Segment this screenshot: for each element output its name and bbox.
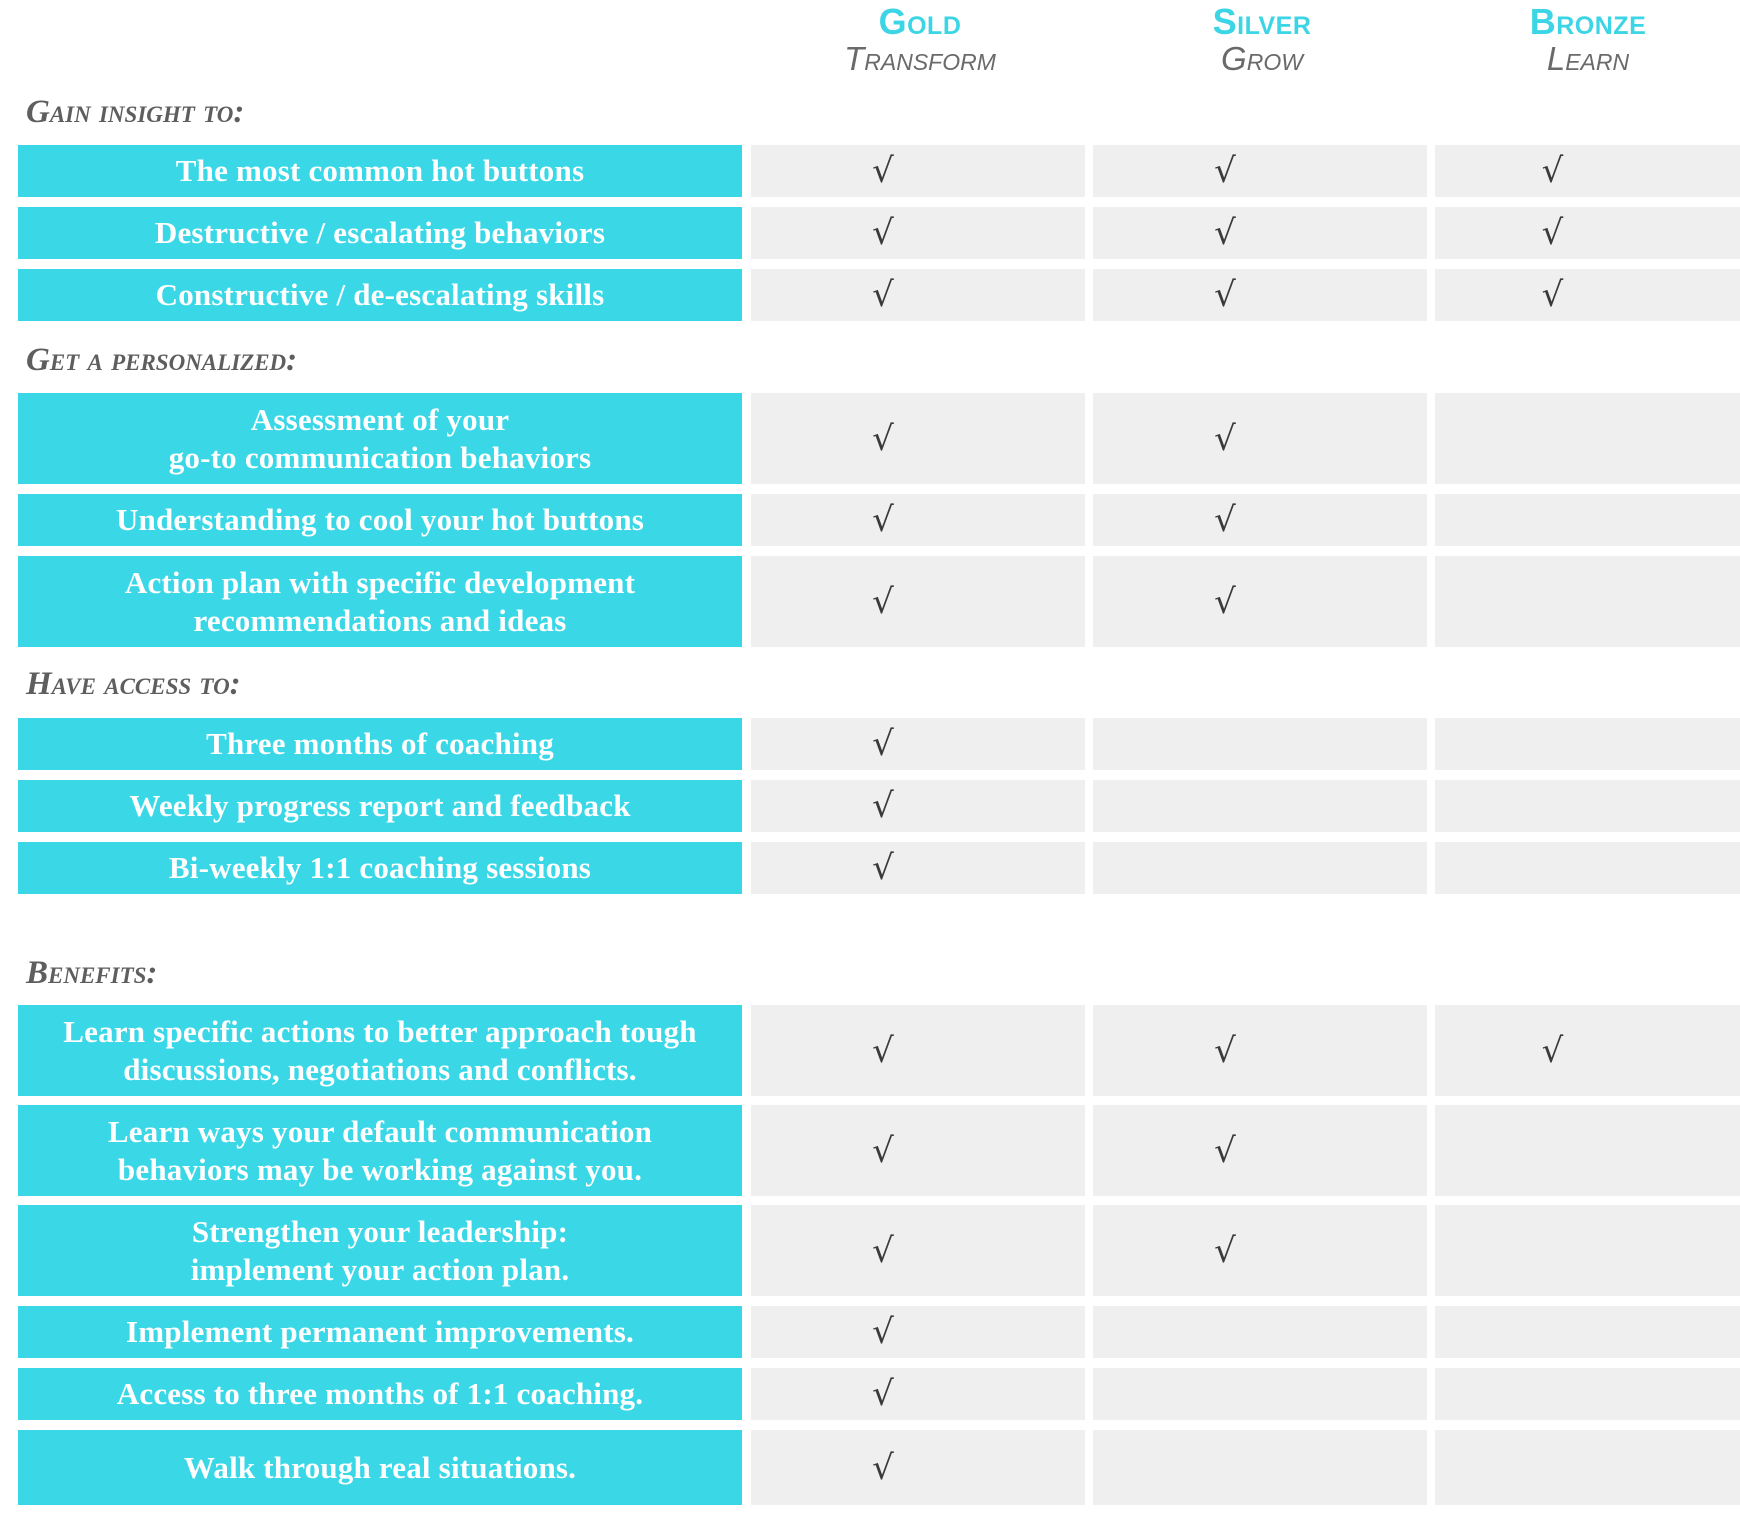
- feature-label: Weekly progress report and feedback: [129, 788, 631, 823]
- check-icon: √: [872, 1312, 894, 1352]
- tier-subtitle: Transform: [844, 40, 996, 77]
- feature-label: Learn specific actions to better approach tough discussions, negotiations and conflicts.: [63, 1013, 697, 1087]
- feature-row: [0, 718, 1740, 770]
- feature-label-cell: [18, 556, 742, 647]
- silver-cell: [1093, 1430, 1427, 1505]
- check-icon: √: [1214, 1230, 1236, 1271]
- check-icon: √: [1214, 275, 1236, 315]
- gold-cell: [751, 494, 1085, 546]
- feature-label: Walk through real situations.: [183, 1449, 577, 1485]
- check-icon: √: [872, 1447, 894, 1488]
- gold-cell: [751, 207, 1085, 259]
- section-title-gain-insight: Gain insight to:: [26, 94, 245, 130]
- check-icon: √: [1214, 500, 1236, 540]
- silver-cell: [1093, 780, 1427, 832]
- tier-header-gold: [770, 0, 1070, 78]
- feature-label: Assessment of your go-to communication behaviors: [168, 401, 592, 475]
- tier-header-bronze: [1438, 0, 1738, 78]
- gold-cell: [751, 1005, 1085, 1096]
- silver-cell: [1093, 1306, 1427, 1358]
- feature-label-cell: [18, 1205, 742, 1296]
- feature-row: [0, 1430, 1740, 1505]
- section-title-get-personalized: Get a personalized:: [26, 342, 298, 378]
- check-icon: √: [872, 418, 894, 459]
- gold-cell: [751, 556, 1085, 647]
- check-icon: √: [1214, 151, 1236, 191]
- feature-row: [0, 1306, 1740, 1358]
- tier-name: Bronze: [1529, 1, 1647, 42]
- bronze-cell: [1435, 556, 1740, 647]
- gold-cell: [751, 1306, 1085, 1358]
- tier-name: Silver: [1212, 1, 1312, 42]
- bronze-cell: [1435, 1306, 1740, 1358]
- check-icon: √: [1214, 1030, 1236, 1071]
- check-icon: √: [1541, 213, 1564, 253]
- bronze-cell: [1435, 269, 1740, 321]
- silver-cell: [1093, 718, 1427, 770]
- check-icon: √: [1214, 418, 1236, 459]
- feature-label-cell: [18, 1430, 742, 1505]
- feature-label: The most common hot buttons: [175, 153, 585, 188]
- feature-label-cell: [18, 1105, 742, 1196]
- feature-label: Access to three months of 1:1 coaching.: [116, 1376, 644, 1411]
- feature-label-cell: [18, 1368, 742, 1420]
- feature-label-cell: [18, 718, 742, 770]
- silver-cell: [1093, 556, 1427, 647]
- check-icon: √: [1541, 1030, 1564, 1071]
- feature-label: Action plan with specific development recommendations and ideas: [124, 564, 636, 638]
- check-icon: √: [872, 581, 894, 622]
- check-icon: √: [872, 275, 894, 315]
- feature-label-cell: [18, 780, 742, 832]
- feature-label-cell: [18, 207, 742, 259]
- feature-label-cell: [18, 269, 742, 321]
- bronze-cell: [1435, 718, 1740, 770]
- feature-row: [0, 780, 1740, 832]
- check-icon: √: [1214, 213, 1236, 253]
- feature-row: [0, 1368, 1740, 1420]
- silver-cell: [1093, 1005, 1427, 1096]
- feature-label: Destructive / escalating behaviors: [154, 215, 606, 250]
- bronze-cell: [1435, 1205, 1740, 1296]
- feature-label-cell: [18, 1306, 742, 1358]
- feature-row: [0, 1205, 1740, 1296]
- bronze-cell: [1435, 780, 1740, 832]
- feature-label-cell: [18, 842, 742, 894]
- section-title-have-access: Have access to:: [26, 666, 241, 702]
- feature-label: Understanding to cool your hot buttons: [115, 502, 645, 537]
- feature-label-cell: [18, 145, 742, 197]
- check-icon: √: [872, 848, 894, 888]
- silver-cell: [1093, 393, 1427, 484]
- bronze-cell: [1435, 145, 1740, 197]
- silver-cell: [1093, 842, 1427, 894]
- section-title-benefits: Benefits:: [26, 955, 158, 991]
- check-icon: √: [872, 500, 894, 540]
- bronze-cell: [1435, 842, 1740, 894]
- bronze-cell: [1435, 1005, 1740, 1096]
- gold-cell: [751, 780, 1085, 832]
- silver-cell: [1093, 1368, 1427, 1420]
- gold-cell: [751, 842, 1085, 894]
- feature-row: [0, 145, 1740, 197]
- gold-cell: [751, 718, 1085, 770]
- check-icon: √: [872, 1130, 894, 1171]
- check-icon: √: [872, 151, 894, 191]
- check-icon: √: [1214, 581, 1236, 622]
- silver-cell: [1093, 1105, 1427, 1196]
- bronze-cell: [1435, 494, 1740, 546]
- gold-cell: [751, 145, 1085, 197]
- feature-label: Strengthen your leadership: implement your action plan.: [190, 1213, 570, 1287]
- feature-row: [0, 207, 1740, 259]
- feature-label-cell: [18, 494, 742, 546]
- feature-label: Implement permanent improvements.: [126, 1314, 634, 1349]
- bronze-cell: [1435, 207, 1740, 259]
- check-icon: √: [1214, 1130, 1236, 1171]
- feature-row: [0, 494, 1740, 546]
- bronze-cell: [1435, 393, 1740, 484]
- feature-row: [0, 842, 1740, 894]
- bronze-cell: [1435, 1105, 1740, 1196]
- gold-cell: [751, 1430, 1085, 1505]
- bronze-cell: [1435, 1430, 1740, 1505]
- gold-cell: [751, 269, 1085, 321]
- silver-cell: [1093, 494, 1427, 546]
- gold-cell: [751, 1105, 1085, 1196]
- feature-label: Learn ways your default communication behaviors may be working against you.: [107, 1113, 653, 1187]
- silver-cell: [1093, 269, 1427, 321]
- silver-cell: [1093, 1205, 1427, 1296]
- tier-name: Gold: [878, 1, 962, 42]
- tier-header-silver: [1112, 0, 1412, 78]
- feature-label-cell: [18, 393, 742, 484]
- gold-cell: [751, 393, 1085, 484]
- check-icon: √: [872, 724, 894, 764]
- silver-cell: [1093, 145, 1427, 197]
- feature-row: [0, 1105, 1740, 1196]
- feature-label: Three months of coaching: [206, 726, 554, 761]
- check-icon: √: [872, 213, 894, 253]
- check-icon: √: [872, 1374, 894, 1414]
- gold-cell: [751, 1205, 1085, 1296]
- bronze-cell: [1435, 1368, 1740, 1420]
- feature-row: [0, 556, 1740, 647]
- feature-label: Constructive / de-escalating skills: [155, 277, 605, 312]
- tier-subtitle: Learn: [1546, 40, 1630, 77]
- gold-cell: [751, 1368, 1085, 1420]
- tier-subtitle: Grow: [1221, 40, 1303, 77]
- check-icon: √: [872, 1230, 894, 1271]
- check-icon: √: [1541, 151, 1564, 191]
- feature-row: [0, 1005, 1740, 1096]
- feature-label-cell: [18, 1005, 742, 1096]
- check-icon: √: [1541, 275, 1564, 315]
- feature-row: [0, 269, 1740, 321]
- check-icon: √: [872, 786, 894, 826]
- feature-row: [0, 393, 1740, 484]
- feature-label: Bi-weekly 1:1 coaching sessions: [168, 850, 592, 885]
- check-icon: √: [872, 1030, 894, 1071]
- silver-cell: [1093, 207, 1427, 259]
